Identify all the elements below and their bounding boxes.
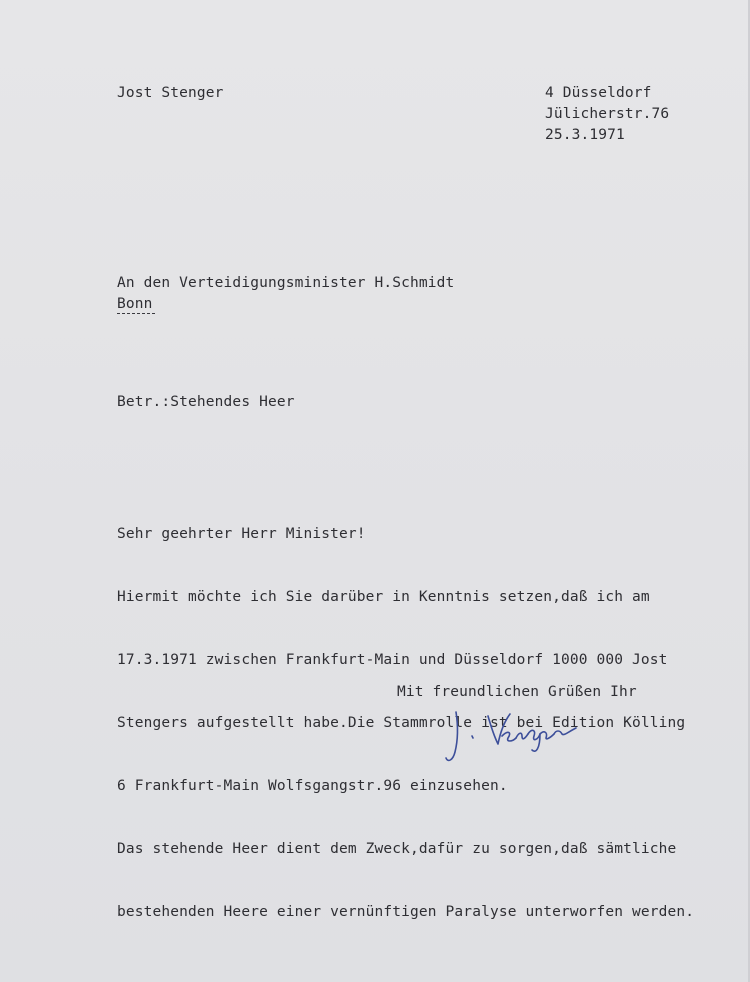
recipient-line: An den Verteidigungsminister H.Schmidt (117, 275, 455, 291)
sender-address-city: 4 Düsseldorf (545, 85, 652, 101)
closing-line: Mit freundlichen Grüßen Ihr (397, 684, 637, 700)
body-line: Das stehende Heer dient dem Zweck,dafür zu sorgen,daß sämtliche (117, 841, 677, 857)
letter-body (117, 482, 694, 965)
body-line: Stengers aufgestellt habe.Die Stammrolle ist bei Edition Kölling (117, 715, 686, 731)
body-line: bestehenden Heere einer vernünftigen Paralyse unterworfen werden. (117, 904, 695, 920)
recipient-city-underline (117, 313, 155, 314)
sender-name: Jost Stenger (117, 85, 224, 101)
recipient-city: Bonn (117, 296, 153, 312)
body-line: Hiermit möchte ich Sie darüber in Kenntnis setzen,daß ich am (117, 589, 650, 605)
body-line: 6 Frankfurt-Main Wolfsgangstr.96 einzusehen. (117, 778, 508, 794)
letter-date: 25.3.1971 (545, 127, 625, 143)
sender-address-street: Jülicherstr.76 (545, 106, 670, 122)
salutation: Sehr geehrter Herr Minister! (117, 526, 366, 542)
handwritten-signature (436, 700, 596, 770)
subject-line: Betr.:Stehendes Heer (117, 394, 295, 410)
body-line: 17.3.1971 zwischen Frankfurt-Main und Düsseldorf 1000 000 Jost (117, 652, 668, 668)
